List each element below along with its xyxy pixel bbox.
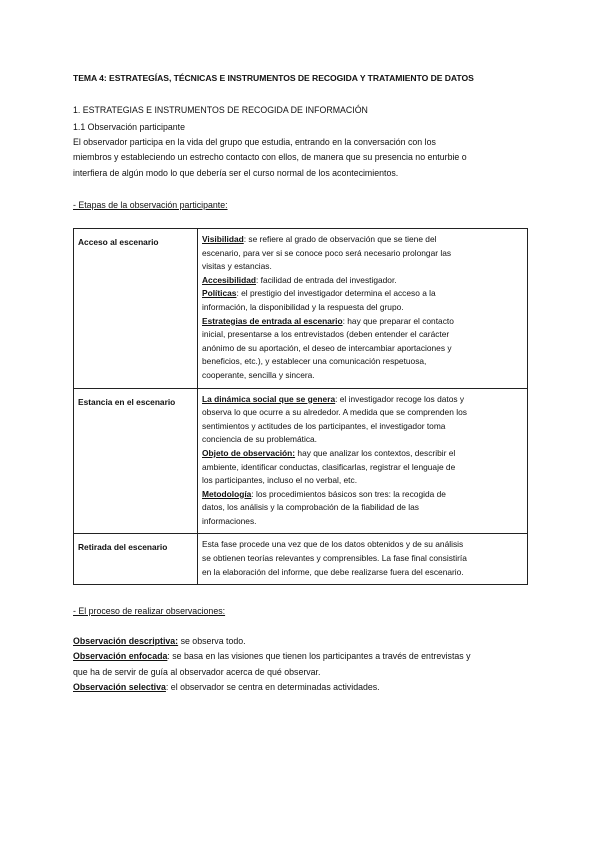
intro-line: interfiera de algún modo lo que debería ser el curso normal de los acontecimientos.: [73, 167, 399, 178]
term-visibilidad: Visibilidad: [202, 234, 244, 244]
term-obs-descriptiva: Observación descriptiva:: [73, 636, 179, 646]
text: : el prestigio del investigador determina el acceso a la: [236, 288, 436, 299]
text: : facilidad de entrada del investigador.: [256, 274, 397, 285]
text: escenario, para ver si se conoce poco será necesario prolongar las: [202, 247, 452, 258]
term-accesibilidad: Accesibilidad: [202, 274, 256, 285]
term-obs-enfocada: Observación enfocada: [73, 651, 168, 662]
row-label-estancia: Estancia en el escenario: [74, 388, 198, 534]
text: sentimientos y actitudes de los participantes, el investigador toma: [202, 420, 446, 431]
text: datos, los análisis y la comprobación de la fiabilidad de las: [202, 502, 419, 513]
observation-types: [73, 634, 471, 696]
term-objeto: Objeto de observación:: [202, 447, 296, 458]
text: : los procedimientos básicos son tres: la recogida de: [251, 488, 446, 499]
text: conciencia de su problemática.: [202, 434, 317, 445]
text: : se basa en las visiones que tienen los participantes a través de entrevistas y: [167, 651, 471, 662]
text: anónimo de su aportación, el deseo de intercambiar aportaciones y: [202, 342, 452, 353]
text: cooperante, sencilla y sincera.: [202, 369, 315, 380]
row-label-acceso: Acceso al escenario: [74, 229, 198, 389]
table-row: [74, 229, 528, 389]
text: : el investigador recoge los datos y: [335, 393, 465, 404]
text: : el observador se centra en determinadas actividades.: [165, 682, 380, 693]
intro-line: miembros y estableciendo un estrecho contacto con ellos, de manera que su presencia no enturbie o: [73, 152, 467, 163]
proceso-heading: - El proceso de realizar observaciones:: [73, 606, 226, 616]
text: visitas y estancias.: [202, 261, 272, 272]
term-obs-selectiva: Observación selectiva: [73, 682, 166, 693]
text: ambiente, identificar conductas, clasificarlas, registrar el lenguaje de: [202, 461, 456, 472]
text: observa lo que ocurre a su alrededor. A medida que se comprenden los: [202, 407, 467, 418]
section-heading-1-1: 1.1 Observación participante: [73, 122, 185, 132]
document-title: TEMA 4: ESTRATEGÍAS, TÉCNICAS E INSTRUMENTOS DE RECOGIDA Y TRATAMIENTO DE DATOS: [73, 73, 474, 83]
etapas-table: [73, 228, 528, 585]
text: se obtienen teorías relevantes y comprensibles. La fase final consistiría: [202, 553, 467, 564]
text: en la elaboración del informe, que debe realizarse fuera del escenario.: [202, 566, 464, 577]
term-dinamica: La dinámica social que se genera: [202, 393, 336, 404]
term-metodologia: Metodología: [202, 488, 252, 499]
row-content-estancia: [198, 388, 528, 534]
intro-paragraph: [73, 135, 467, 181]
text: hay que analizar los contextos, describir el: [295, 447, 456, 458]
etapas-heading: - Etapas de la observación participante:: [73, 200, 228, 210]
row-content-retirada: [198, 534, 528, 585]
term-estrategias: Estrategias de entrada al escenario: [202, 315, 343, 326]
row-content-acceso: [198, 229, 528, 389]
text: se observa todo.: [178, 636, 246, 646]
text: informaciones.: [202, 515, 257, 526]
text: información, la disponibilidad y la respuesta del grupo.: [202, 301, 404, 312]
text: : se refiere al grado de observación que se tiene del: [243, 234, 437, 244]
section-heading-1: 1. ESTRATEGIAS E INSTRUMENTOS DE RECOGIDA DE INFORMACIÓN: [73, 105, 368, 115]
term-politicas: Políticas: [202, 288, 237, 299]
text: : hay que preparar el contacto: [342, 315, 454, 326]
text: Esta fase procede una vez que de los datos obtenidos y de su análisis: [202, 539, 464, 550]
intro-line: El observador participa en la vida del grupo que estudia, entrando en la conversación con los: [73, 137, 436, 147]
row-label-retirada: Retirada del escenario: [74, 534, 198, 585]
text: los participantes, incluso el no verbal, etc.: [202, 475, 358, 486]
text: beneficios, etc.), y establecer una comunicación respetuosa,: [202, 356, 427, 367]
text: inicial, presentarse a los entrevistados (deben entender el carácter: [202, 329, 450, 340]
table-row: [74, 388, 528, 534]
text: que ha de servir de guía al observador acerca de qué observar.: [73, 666, 321, 677]
table-row: [74, 534, 528, 585]
